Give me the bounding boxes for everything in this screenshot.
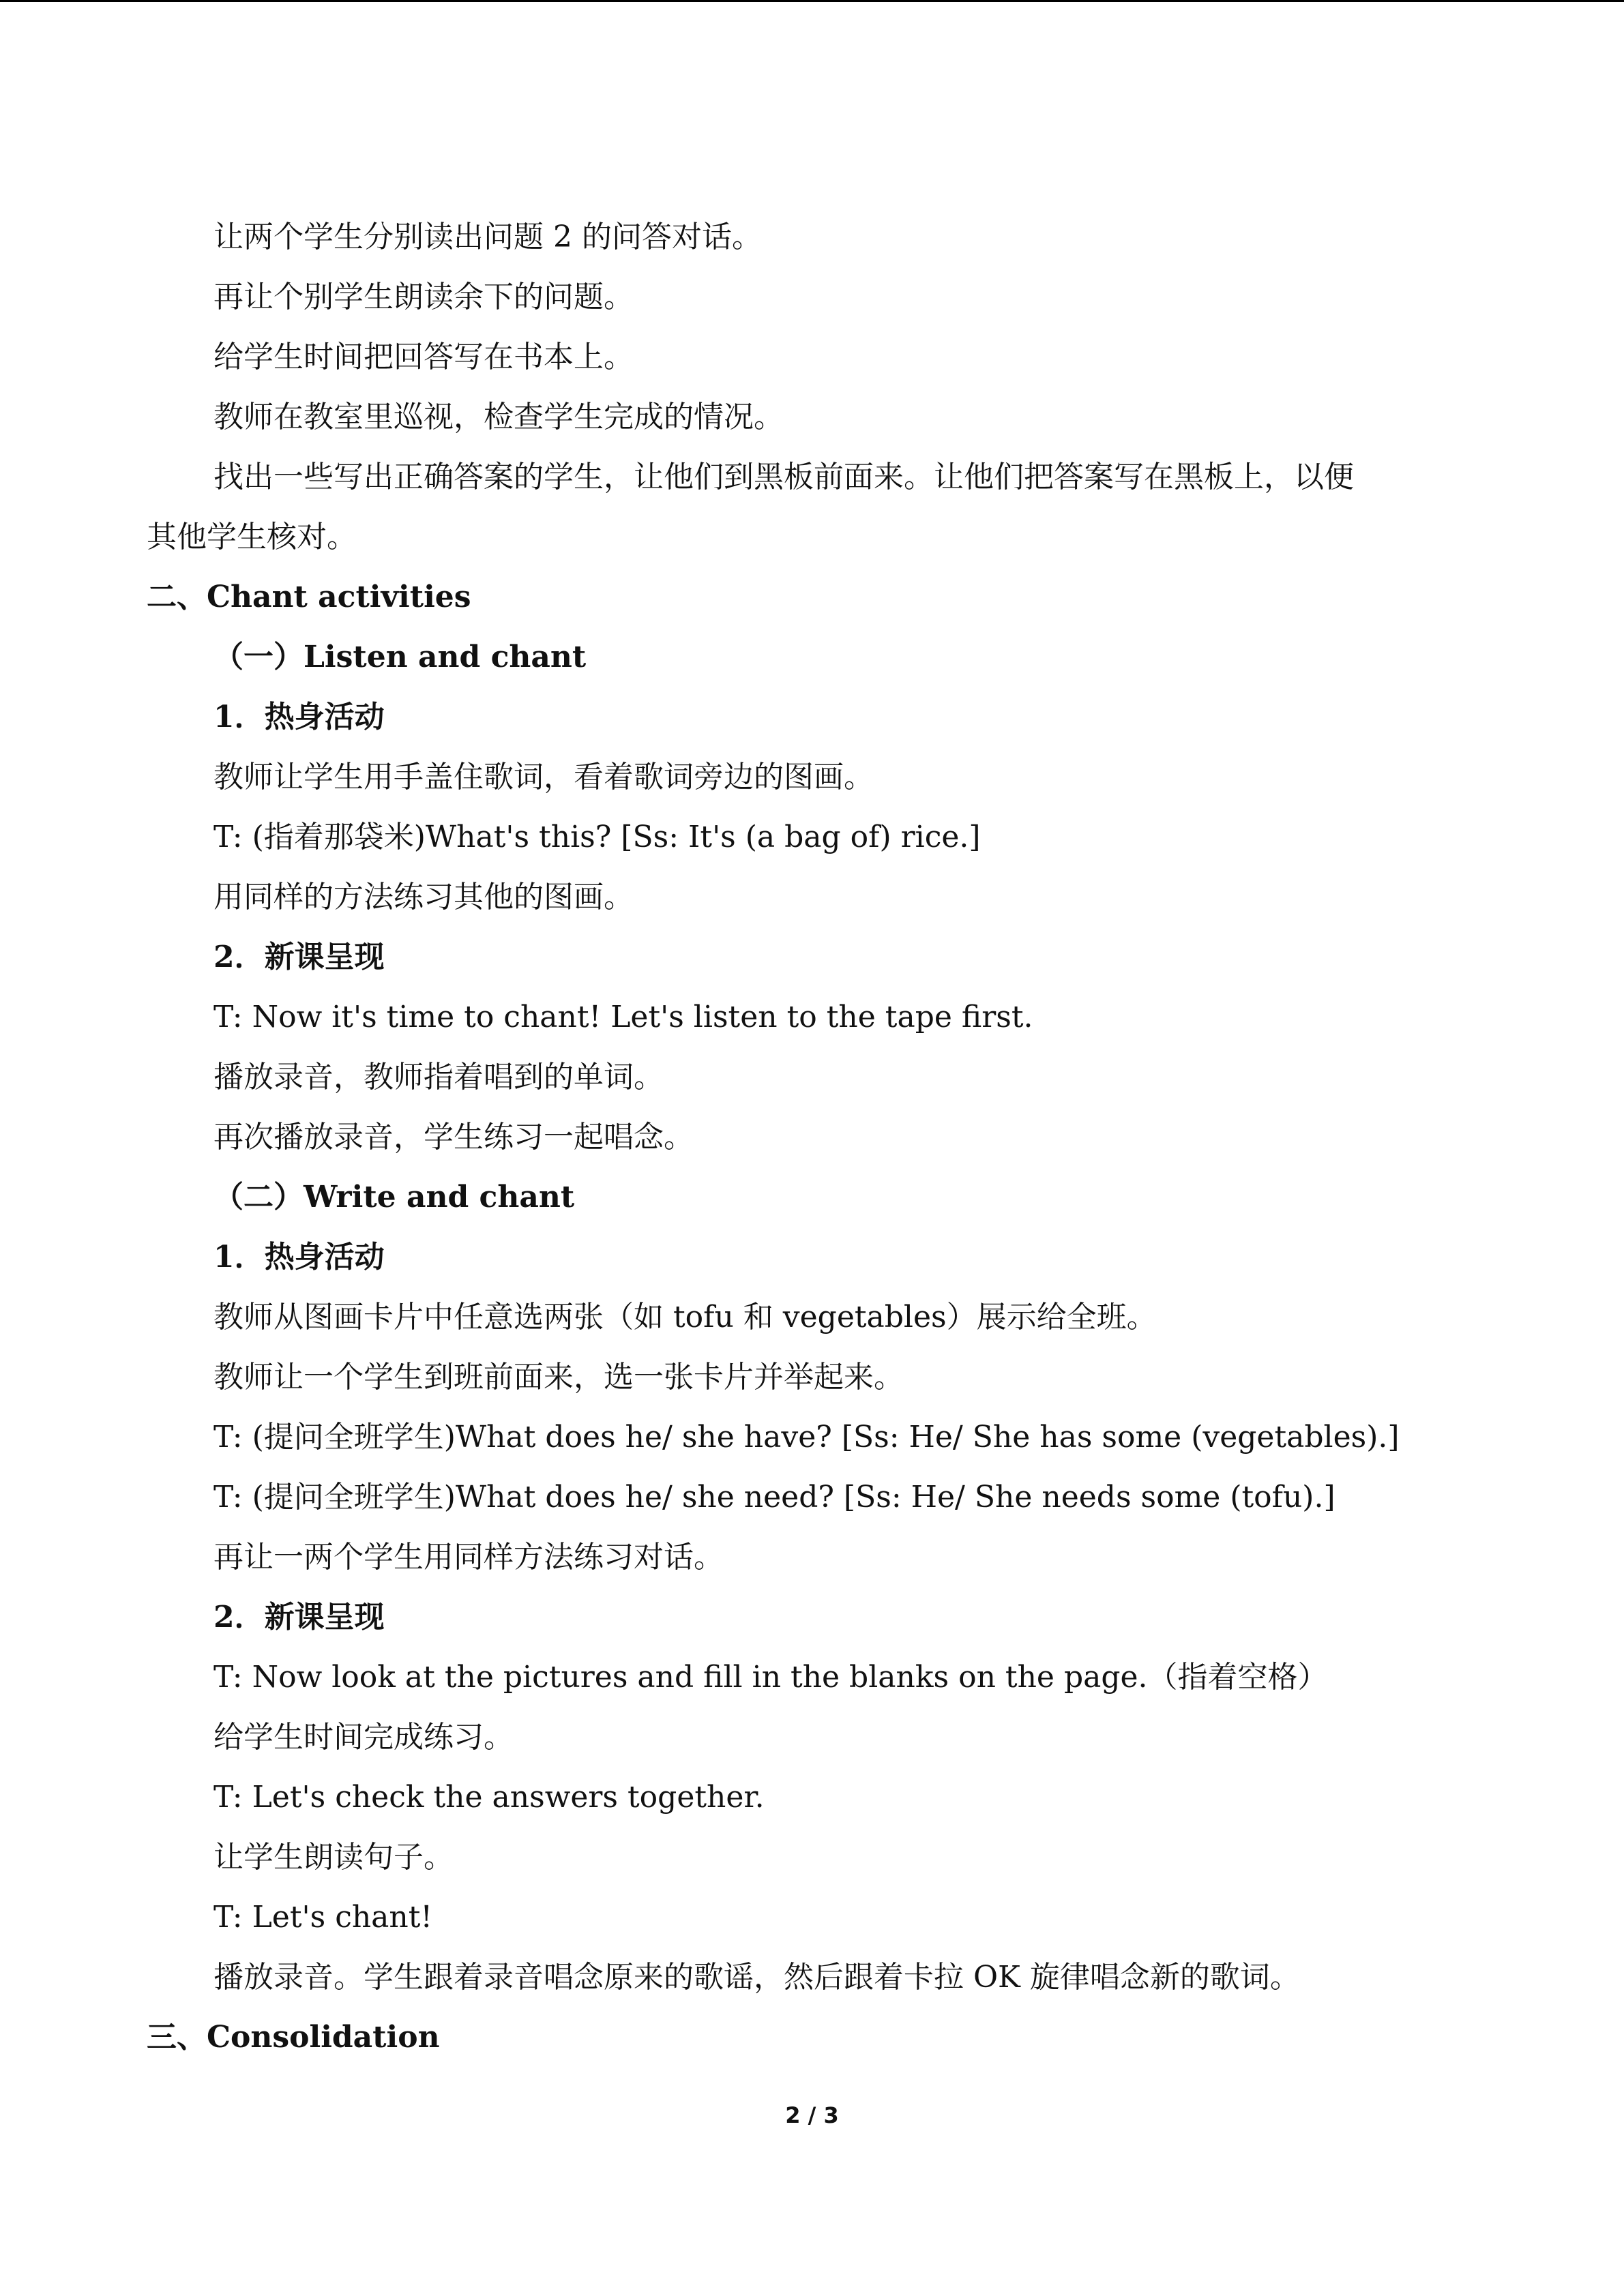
paragraph-line: T: Let's check the answers together. [213,1780,765,1815]
page-number: 2 / 3 [785,2102,839,2128]
paragraph-line: T: Now it's time to chant! Let's listen to the tape first. [213,1000,1033,1034]
paragraph-line: 用同样的方法练习其他的图画。 [213,880,634,914]
paragraph-line: T: Now look at the pictures and fill in the blanks on the page.（指着空格） [213,1660,1328,1695]
subsection-heading: （一）Listen and chant [213,640,587,674]
paragraph-line: 让两个学生分别读出问题 2 的问答对话。 [213,220,762,254]
paragraph-line: T: Let's chant! [213,1900,433,1935]
paragraph-line: 教师让学生用手盖住歌词，看着歌词旁边的图画。 [213,760,874,794]
paragraph-line: T: (提问全班学生)What does he/ she need? [Ss: He/ She needs some (tofu).] [213,1480,1335,1515]
paragraph-line: 教师从图画卡片中任意选两张（如 tofu 和 vegetables）展示给全班。 [213,1300,1157,1335]
section-heading: 三、Consolidation [147,2020,440,2055]
subsection-heading: （二）Write and chant [213,1180,575,1214]
paragraph-line: 播放录音。学生跟着录音唱念原来的歌谣，然后跟着卡拉 OK 旋律唱念新的歌词。 [213,1960,1300,1995]
paragraph-line: 让学生朗读句子。 [213,1840,454,1875]
step-heading: 1．热身活动 [213,700,385,734]
paragraph-line: 给学生时间把回答写在书本上。 [213,340,634,374]
paragraph-line: 其他学生核对。 [147,520,357,554]
paragraph-line: 播放录音，教师指着唱到的单词。 [213,1060,664,1094]
paragraph-line: T: (提问全班学生)What does he/ she have? [Ss: He/ She has some (vegetables).] [213,1420,1400,1455]
section-heading: 二、Chant activities [147,580,471,614]
paragraph-line: 再次播放录音，学生练习一起唱念。 [213,1120,694,1154]
paragraph-line: 教师在教室里巡视，检查学生完成的情况。 [213,400,784,434]
paragraph-line: 再让个别学生朗读余下的问题。 [213,280,634,314]
paragraph-line: T: (指着那袋米)What's this? [Ss: It's (a bag of) rice.] [213,820,981,854]
paragraph-line: 教师让一个学生到班前面来，选一张卡片并举起来。 [213,1360,904,1395]
paragraph-line: 给学生时间完成练习。 [213,1720,514,1755]
paragraph-line: 再让一两个学生用同样方法练习对话。 [213,1540,724,1575]
step-heading: 2．新课呈现 [213,940,385,974]
step-heading: 2．新课呈现 [213,1600,385,1635]
step-heading: 1．热身活动 [213,1240,385,1274]
paragraph-line: 找出一些写出正确答案的学生，让他们到黑板前面来。让他们把答案写在黑板上，以便 [213,460,1354,494]
